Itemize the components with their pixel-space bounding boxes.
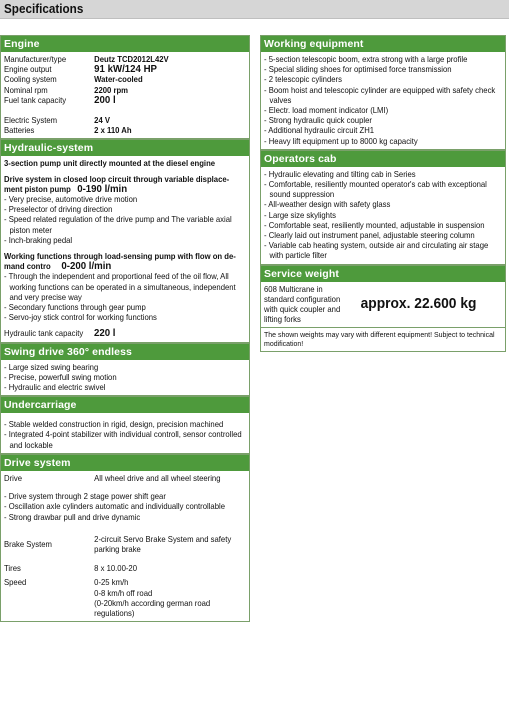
speed-row: [4, 577, 244, 618]
service-weight-desc: 608 Multicrane in standard configuration with quick coupler and lifting forks: [264, 283, 341, 325]
page-header-bar: [0, 0, 509, 19]
engine-section: [0, 35, 250, 139]
work-pump-list: [4, 271, 244, 322]
list-item: - Precise, powerfull swing motion: [4, 372, 244, 382]
left-column: [0, 35, 250, 622]
spec-row: [4, 95, 244, 105]
list-item: - Drive system through 2 stage power shift gear: [4, 491, 244, 501]
operators-cab-list: [264, 169, 500, 261]
service-weight-value: approx. 22.600 kg: [360, 294, 477, 312]
list-item: - Hydraulic and electric swivel: [4, 382, 244, 392]
working-equipment-heading: Working equipment: [261, 36, 505, 52]
tires-label: Tires: [4, 563, 21, 574]
spec-label: Nominal rpm: [4, 84, 48, 95]
spec-row: [4, 64, 244, 74]
spec-label: Cooling system: [4, 74, 57, 85]
undercarriage-heading: Undercarriage: [1, 397, 249, 413]
spec-label: Electric System: [4, 115, 58, 126]
speed-line: (0-20km/h according german road regulations): [94, 597, 211, 618]
engine-specs: [4, 54, 244, 135]
list-item: - Very precise, automotive drive motion: [4, 194, 244, 204]
list-item: - Variable cab heating system, outside air and circulating air stage with particle filter: [264, 240, 500, 260]
service-weight-note: The shown weights may vary with different equipment! Subject to technical modification!: [264, 330, 495, 349]
tank-capacity-value: 220 l: [93, 327, 116, 340]
spec-label: Manufacturer/type: [4, 54, 67, 64]
list-item: - Clearly laid out instrument panel, adjustable steering column: [264, 230, 500, 240]
list-item: - All-weather design with safety glass: [264, 199, 500, 209]
list-item: - Speed related regulation of the drive pump and The variable axial piston meter: [4, 214, 244, 234]
list-item: - Special sliding shoes for optimised force transmission: [264, 64, 500, 74]
list-item: - Strong hydraulic quick coupler: [264, 115, 500, 125]
spec-row: [4, 85, 244, 95]
tank-capacity-row: [4, 328, 244, 338]
spec-row: [4, 74, 244, 84]
spec-value: Water-cooled: [94, 74, 143, 85]
list-item: - Electr. load moment indicator (LMI): [264, 105, 500, 115]
drive-row: [4, 473, 244, 483]
brake-value: 2-circuit Servo Brake System and safety parking brake: [94, 533, 232, 554]
list-item: - Oscillation axle cylinders automatic and individually controllable: [4, 501, 244, 511]
drive-label: Drive: [4, 472, 22, 483]
page-title: Specifications: [4, 1, 84, 16]
swing-heading: Swing drive 360° endless: [1, 344, 249, 360]
list-item: - Preselector of driving direction: [4, 204, 244, 214]
spec-value: 200 l: [94, 93, 116, 106]
speed-line: 0-8 km/h off road: [94, 587, 153, 598]
service-weight-section: [260, 265, 506, 353]
swing-section: [0, 343, 250, 397]
hydraulic-section: [0, 139, 250, 342]
brake-label: Brake System: [4, 538, 52, 549]
spec-label: Fuel tank capacity: [4, 94, 67, 105]
service-weight-row: [264, 284, 500, 325]
list-item: - Large size skylights: [264, 210, 500, 220]
list-item: - Comfortable seat, resiliently mounted, adjustable in suspension: [264, 220, 500, 230]
work-pump-flow: 0-200 l/min: [61, 260, 112, 273]
drive-list: [4, 491, 244, 522]
work-pump-heading: Working functions through load-sensing pump with flow on de-mand contro 0-200 l/min: [4, 251, 236, 273]
list-item: - Integrated 4-point stabilizer with individual controll, sensor controlled and lockable: [4, 429, 244, 449]
list-item: - Hydraulic elevating and tilting cab in Series: [264, 169, 500, 179]
undercarriage-section: [0, 396, 250, 454]
tires-value: 8 x 10.00-20: [94, 563, 137, 574]
drive-heading: Drive system: [1, 455, 249, 471]
list-item: - Comfortable, resiliently mounted operator's cab with exceptional sound suppression: [264, 179, 500, 199]
service-weight-heading: Service weight: [261, 266, 505, 282]
list-item: - Inch-braking pedal: [4, 235, 244, 245]
speed-line: 0-25 km/h: [94, 577, 129, 588]
operators-cab-heading: Operators cab: [261, 151, 505, 167]
brake-row: [4, 534, 244, 554]
list-item: - 5-section telescopic boom, extra strong with a large profile: [264, 54, 500, 64]
spec-value: 91 kW/124 HP: [94, 63, 157, 76]
list-item: - Stable welded construction in rigid, design, precision machined: [4, 419, 244, 429]
right-column: [260, 35, 506, 352]
spec-value: 2 x 110 Ah: [94, 125, 132, 136]
list-item: - Heavy lift equipment up to 8000 kg capacity: [264, 136, 500, 146]
drive-section: [0, 454, 250, 622]
list-item: - Large sized swing bearing: [4, 362, 244, 372]
tires-row: [4, 563, 244, 573]
speed-values: [94, 577, 244, 618]
spec-label: Batteries: [4, 125, 35, 136]
list-item: - 2 telescopic cylinders: [264, 74, 500, 84]
list-item: - Strong drawbar pull and drive dynamic: [4, 512, 244, 522]
operators-cab-section: [260, 150, 506, 265]
list-item: - Secondary functions through gear pump: [4, 302, 244, 312]
working-equipment-section: [260, 35, 506, 150]
undercarriage-list: [4, 419, 244, 450]
spec-row: [4, 125, 244, 135]
drive-value: All wheel drive and all wheel steering: [94, 472, 221, 483]
working-equipment-list: [264, 54, 500, 146]
tank-capacity-label: Hydraulic tank capacity: [4, 328, 84, 339]
speed-label: Speed: [4, 577, 27, 588]
engine-heading: Engine: [1, 36, 249, 52]
spec-value: Deutz TCD2012L42V: [94, 54, 169, 64]
list-item: - Servo-joy stick control for working functions: [4, 312, 244, 322]
swing-list: [4, 362, 244, 393]
list-item: - Through the independent and proportional feed of the oil flow, All working functions can be operated in a simultaneous, independent and very precise way: [4, 271, 244, 302]
list-item: - Boom hoist and telescopic cylinder are equipped with safety check valves: [264, 85, 500, 105]
spec-value: 2200 rpm: [94, 84, 128, 95]
drive-pump-heading: Drive system in closed loop circuit through variable displace-ment piston pump 0-190 l/min: [4, 173, 230, 195]
spec-label: Engine output: [4, 64, 52, 75]
hydraulic-heading: Hydraulic-system: [1, 140, 249, 156]
drive-pump-flow: 0-190 l/min: [77, 182, 128, 195]
spec-row: [4, 115, 244, 125]
spec-value: 24 V: [94, 115, 111, 126]
hydraulic-intro: 3-section pump unit directly mounted at the diesel engine: [4, 158, 216, 169]
drive-pump-list: [4, 194, 244, 245]
list-item: - Additional hydraulic circuit ZH1: [264, 125, 500, 135]
